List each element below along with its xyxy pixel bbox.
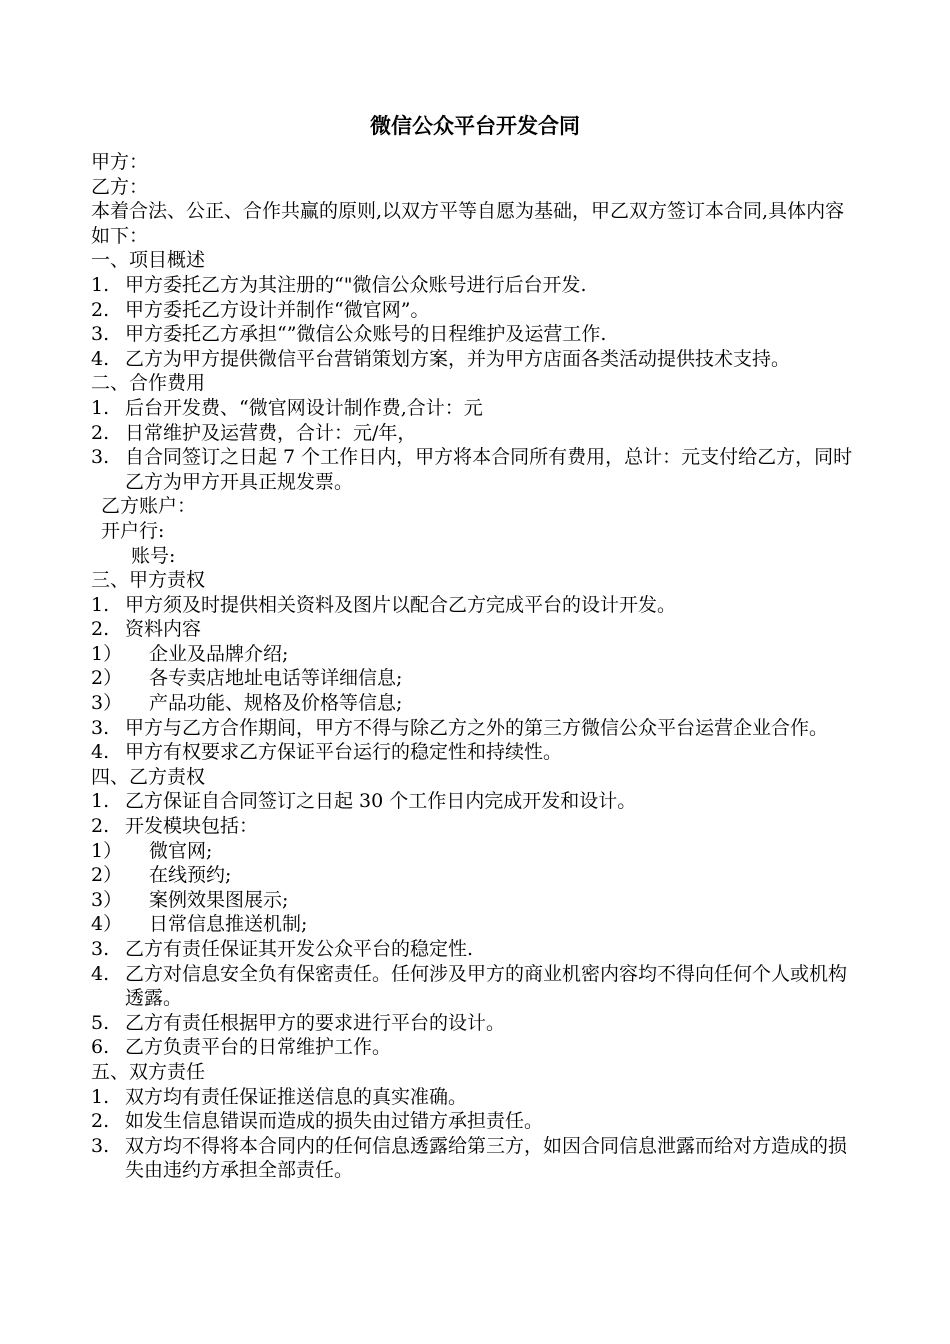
list-item — [91, 1011, 861, 1036]
list-text: 如发生信息错误而造成的损失由过错方承担责任。 — [125, 1110, 544, 1133]
list-item — [91, 421, 861, 446]
list-number: 1. — [91, 790, 110, 813]
sub-list-text: 微官网; — [149, 839, 213, 862]
list-text: 开发模块包括： — [125, 815, 259, 838]
list-number: 6. — [91, 1036, 110, 1059]
sub-list-number: 4） — [91, 913, 123, 936]
account-number-label: 账号: — [131, 544, 176, 567]
sub-list-item — [91, 912, 861, 937]
section-heading-party-b-rights: 四、乙方责权 — [91, 765, 206, 788]
section-heading-overview: 一、项目概述 — [91, 249, 206, 272]
list-item — [91, 962, 861, 1011]
list-item — [91, 322, 861, 347]
sub-list-number: 2） — [91, 864, 123, 887]
list-text: 双方均有责任保证推送信息的真实准确。 — [125, 1085, 468, 1108]
list-text: 后台开发费、“微官网设计制作费,合计：元 — [125, 396, 483, 419]
party-b-line: 乙方： — [91, 175, 149, 198]
document-body — [91, 150, 861, 1183]
list-item — [91, 789, 861, 814]
list-number: 2. — [91, 1110, 110, 1133]
list-item — [91, 1109, 861, 1134]
party-a-line: 甲方： — [91, 151, 149, 173]
sub-list-item — [91, 863, 861, 888]
sub-list-text: 日常信息推送机制; — [149, 913, 308, 936]
list-text: 资料内容 — [125, 618, 202, 641]
list-text: 甲方须及时提供相关资料及图片以配合乙方完成平台的设计开发。 — [125, 593, 677, 616]
list-number: 3. — [91, 1134, 110, 1157]
list-number: 2. — [91, 298, 110, 321]
list-text: 乙方有责任根据甲方的要求进行平台的设计。 — [125, 1011, 506, 1034]
sub-list-number: 3） — [91, 692, 123, 715]
list-item — [91, 740, 861, 765]
list-number: 2. — [91, 421, 110, 444]
sub-list-item — [91, 666, 861, 691]
sub-list-item — [91, 839, 861, 864]
list-number: 5. — [91, 1011, 110, 1034]
list-text: 甲方委托乙方为其注册的“"微信公众账号进行后台开发. — [125, 273, 587, 296]
list-text: 乙方为甲方提供微信平台营销策划方案，并为甲方店面各类活动提供技术支持。 — [125, 347, 791, 370]
list-text: 甲方有权要求乙方保证平台运行的稳定性和持续性。 — [125, 741, 563, 764]
list-item — [91, 347, 861, 372]
sub-list-number: 3） — [91, 888, 123, 911]
list-item — [91, 396, 861, 421]
section-heading-party-a-rights: 三、甲方责权 — [91, 569, 206, 592]
list-text: 甲方委托乙方承担“”微信公众账号的日程维护及运营工作. — [125, 323, 607, 346]
list-number: 1. — [91, 1085, 110, 1108]
list-number: 4. — [91, 962, 110, 985]
section-heading-mutual-responsibility: 五、双方责任 — [91, 1060, 206, 1083]
list-item — [91, 1035, 861, 1060]
list-number: 4. — [91, 741, 110, 764]
sub-list-number: 2） — [91, 667, 123, 690]
list-text: 甲方与乙方合作期间，甲方不得与除乙方之外的第三方微信公众平台运营企业合作。 — [125, 716, 829, 739]
sub-list-item — [91, 691, 861, 716]
sub-list-text: 产品功能、规格及价格等信息; — [149, 692, 403, 715]
list-text: 乙方保证自合同签订之日起 30 个工作日内完成开发和设计。 — [125, 790, 637, 813]
sub-list-text: 案例效果图展示; — [149, 888, 289, 911]
list-text: 乙方负责平台的日常维护工作。 — [125, 1036, 392, 1059]
list-number: 3. — [91, 446, 110, 469]
account-label: 乙方账户： — [101, 495, 197, 518]
list-text: 乙方有责任保证其开发公众平台的稳定性. — [125, 938, 474, 960]
sub-list-number: 1） — [91, 642, 123, 665]
list-item — [91, 445, 861, 494]
document-title: 微信公众平台开发合同 — [370, 114, 580, 138]
sub-list-text: 在线预约; — [149, 864, 232, 887]
section-heading-fees: 二、合作费用 — [91, 372, 206, 395]
sub-list-text: 企业及品牌介绍; — [149, 642, 289, 665]
list-number: 2. — [91, 815, 110, 838]
list-text: 日常维护及运营费，合计：元/年， — [125, 421, 417, 444]
list-item — [91, 1085, 861, 1110]
list-number: 4. — [91, 347, 110, 370]
list-number: 3. — [91, 716, 110, 739]
list-number: 1. — [91, 593, 110, 616]
list-item — [91, 593, 861, 618]
list-number: 3. — [91, 323, 110, 346]
bank-label: 开户行: — [101, 519, 165, 542]
list-text: 双方均不得将本合同内的任何信息透露给第三方，如因合同信息泄露而给对方造成的损失由违约方承担全部责任。 — [125, 1134, 848, 1182]
list-item — [91, 1134, 861, 1183]
intro-paragraph: 本着合法、公正、合作共赢的原则,以双方平等自愿为基础，甲乙双方签订本合同,具体内容如下： — [91, 200, 845, 247]
list-number: 3. — [91, 938, 110, 960]
list-item — [91, 273, 861, 298]
list-item — [91, 814, 861, 839]
list-number: 2. — [91, 618, 110, 641]
list-text: 自合同签订之日起 7 个工作日内，甲方将本合同所有费用，总计：元支付给乙方，同时乙方为甲方开具正规发票。 — [125, 446, 853, 493]
sub-list-item — [91, 888, 861, 913]
list-item — [91, 716, 861, 741]
list-item — [91, 617, 861, 642]
list-item — [91, 298, 861, 323]
list-number: 1. — [91, 396, 110, 419]
sub-list-number: 1） — [91, 839, 123, 862]
list-text: 乙方对信息安全负有保密责任。任何涉及甲方的商业机密内容均不得向任何个人或机构透露。 — [125, 962, 848, 1010]
list-number: 1. — [91, 273, 110, 296]
sub-list-item — [91, 642, 861, 667]
list-text: 甲方委托乙方设计并制作“微官网”。 — [125, 298, 430, 321]
list-item — [91, 937, 861, 962]
sub-list-text: 各专卖店地址电话等详细信息; — [149, 667, 403, 690]
